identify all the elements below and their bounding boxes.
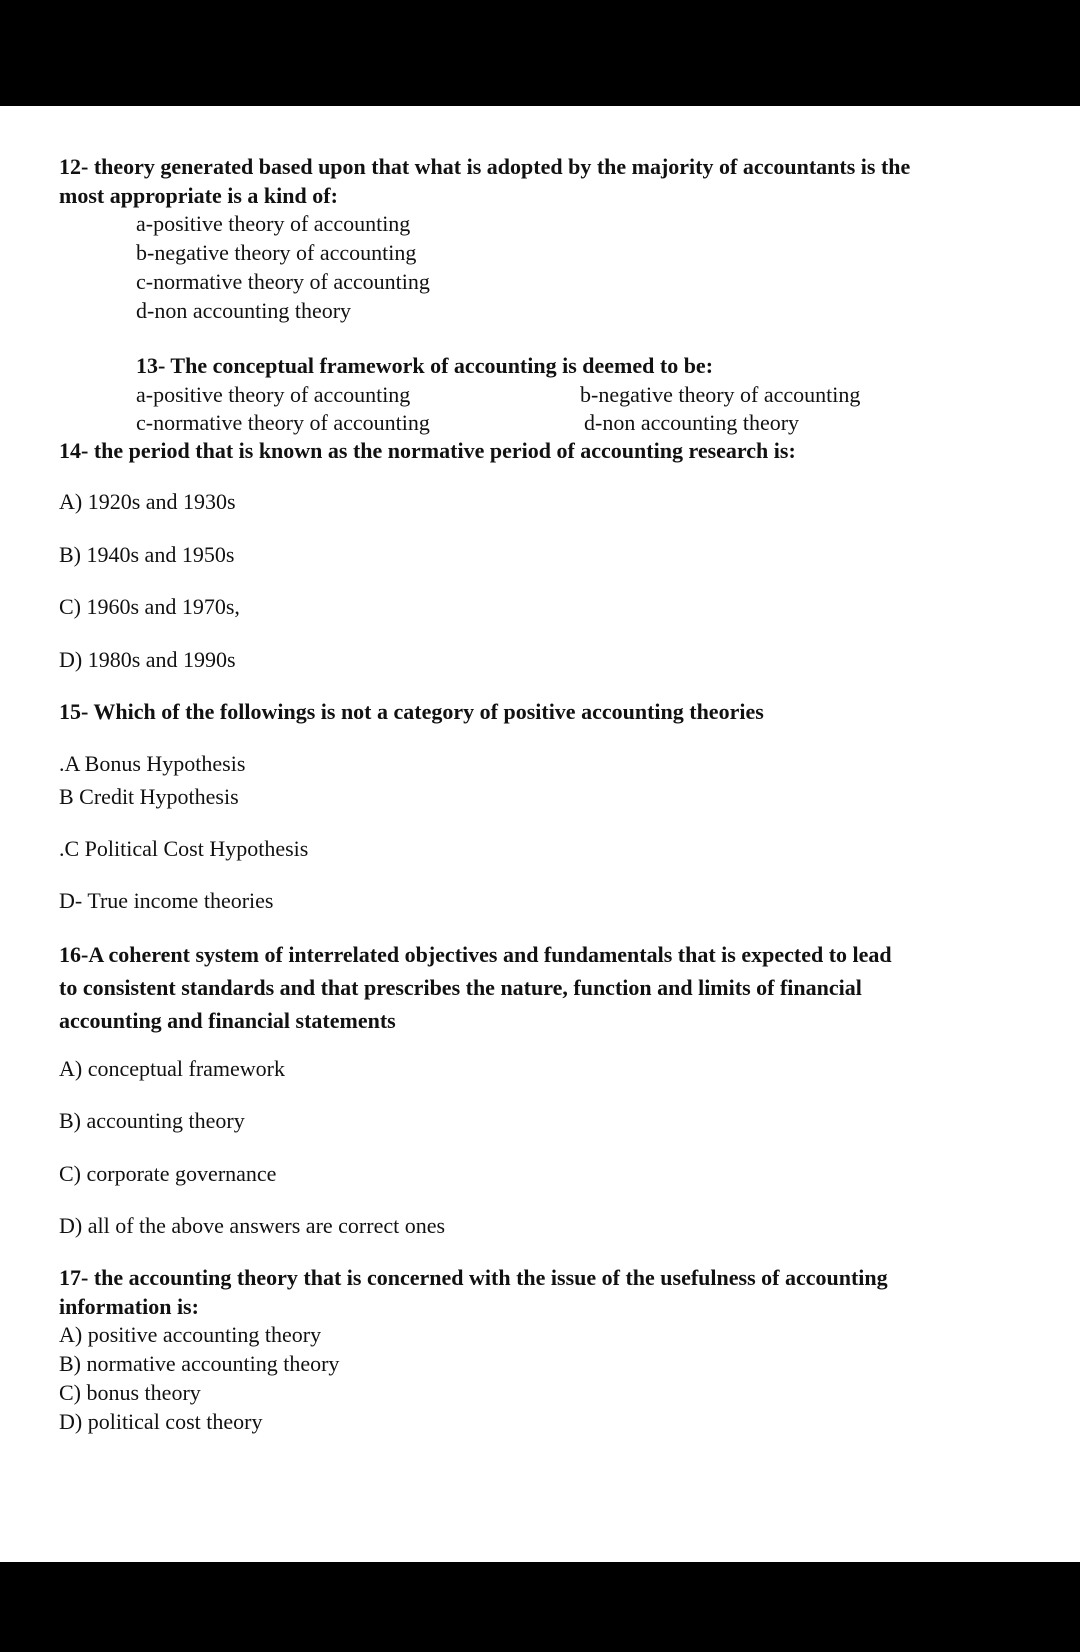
option-17-b: B) normative accounting theory [59, 1351, 340, 1376]
question-12-line1: 12- theory generated based upon that what is adopted by the majority of accountants is the [59, 154, 911, 179]
option-14-a: A) 1920s and 1930s [59, 489, 236, 514]
question-15: 15- Which of the followings is not a category of positive accounting theories [59, 699, 764, 724]
document-page [0, 106, 1080, 1562]
question-12-line2: most appropriate is a kind of: [59, 183, 338, 208]
question-16-line3: accounting and financial statements [59, 1008, 396, 1033]
option-17-c: C) bonus theory [59, 1380, 201, 1405]
question-17-line2: information is: [59, 1294, 199, 1319]
option-15-b: B Credit Hypothesis [59, 784, 239, 809]
option-13-a: a-positive theory of accounting [136, 382, 411, 407]
option-12-a: a-positive theory of accounting [136, 211, 411, 236]
option-16-a: A) conceptual framework [59, 1056, 286, 1081]
option-14-c: C) 1960s and 1970s, [59, 594, 240, 619]
option-13-b: b-negative theory of accounting [580, 382, 861, 407]
option-15-a: .A Bonus Hypothesis [59, 751, 246, 776]
option-16-b: B) accounting theory [59, 1108, 245, 1133]
option-17-d: D) political cost theory [59, 1409, 263, 1434]
top-black-bar [0, 0, 1080, 106]
option-12-d: d-non accounting theory [136, 298, 352, 323]
option-15-d: D- True income theories [59, 888, 274, 913]
question-13: 13- The conceptual framework of accounting is deemed to be: [136, 353, 714, 378]
option-12-b: b-negative theory of accounting [136, 240, 417, 265]
question-17-line1: 17- the accounting theory that is concerned with the issue of the usefulness of accounting [59, 1265, 888, 1290]
option-13-c: c-normative theory of accounting [136, 410, 430, 435]
option-16-d: D) all of the above answers are correct ones [59, 1213, 446, 1238]
option-14-b: B) 1940s and 1950s [59, 542, 235, 567]
question-16-line1: 16-A coherent system of interrelated objectives and fundamentals that is expected to lead [59, 942, 892, 967]
option-12-c: c-normative theory of accounting [136, 269, 430, 294]
option-15-c: .C Political Cost Hypothesis [59, 836, 309, 861]
question-16-line2: to consistent standards and that prescribes the nature, function and limits of financial [59, 975, 862, 1000]
bottom-black-bar [0, 1562, 1080, 1652]
option-14-d: D) 1980s and 1990s [59, 647, 236, 672]
question-14: 14- the period that is known as the normative period of accounting research is: [59, 438, 796, 463]
option-17-a: A) positive accounting theory [59, 1322, 322, 1347]
option-16-c: C) corporate governance [59, 1161, 277, 1186]
option-13-d: d-non accounting theory [584, 410, 800, 435]
